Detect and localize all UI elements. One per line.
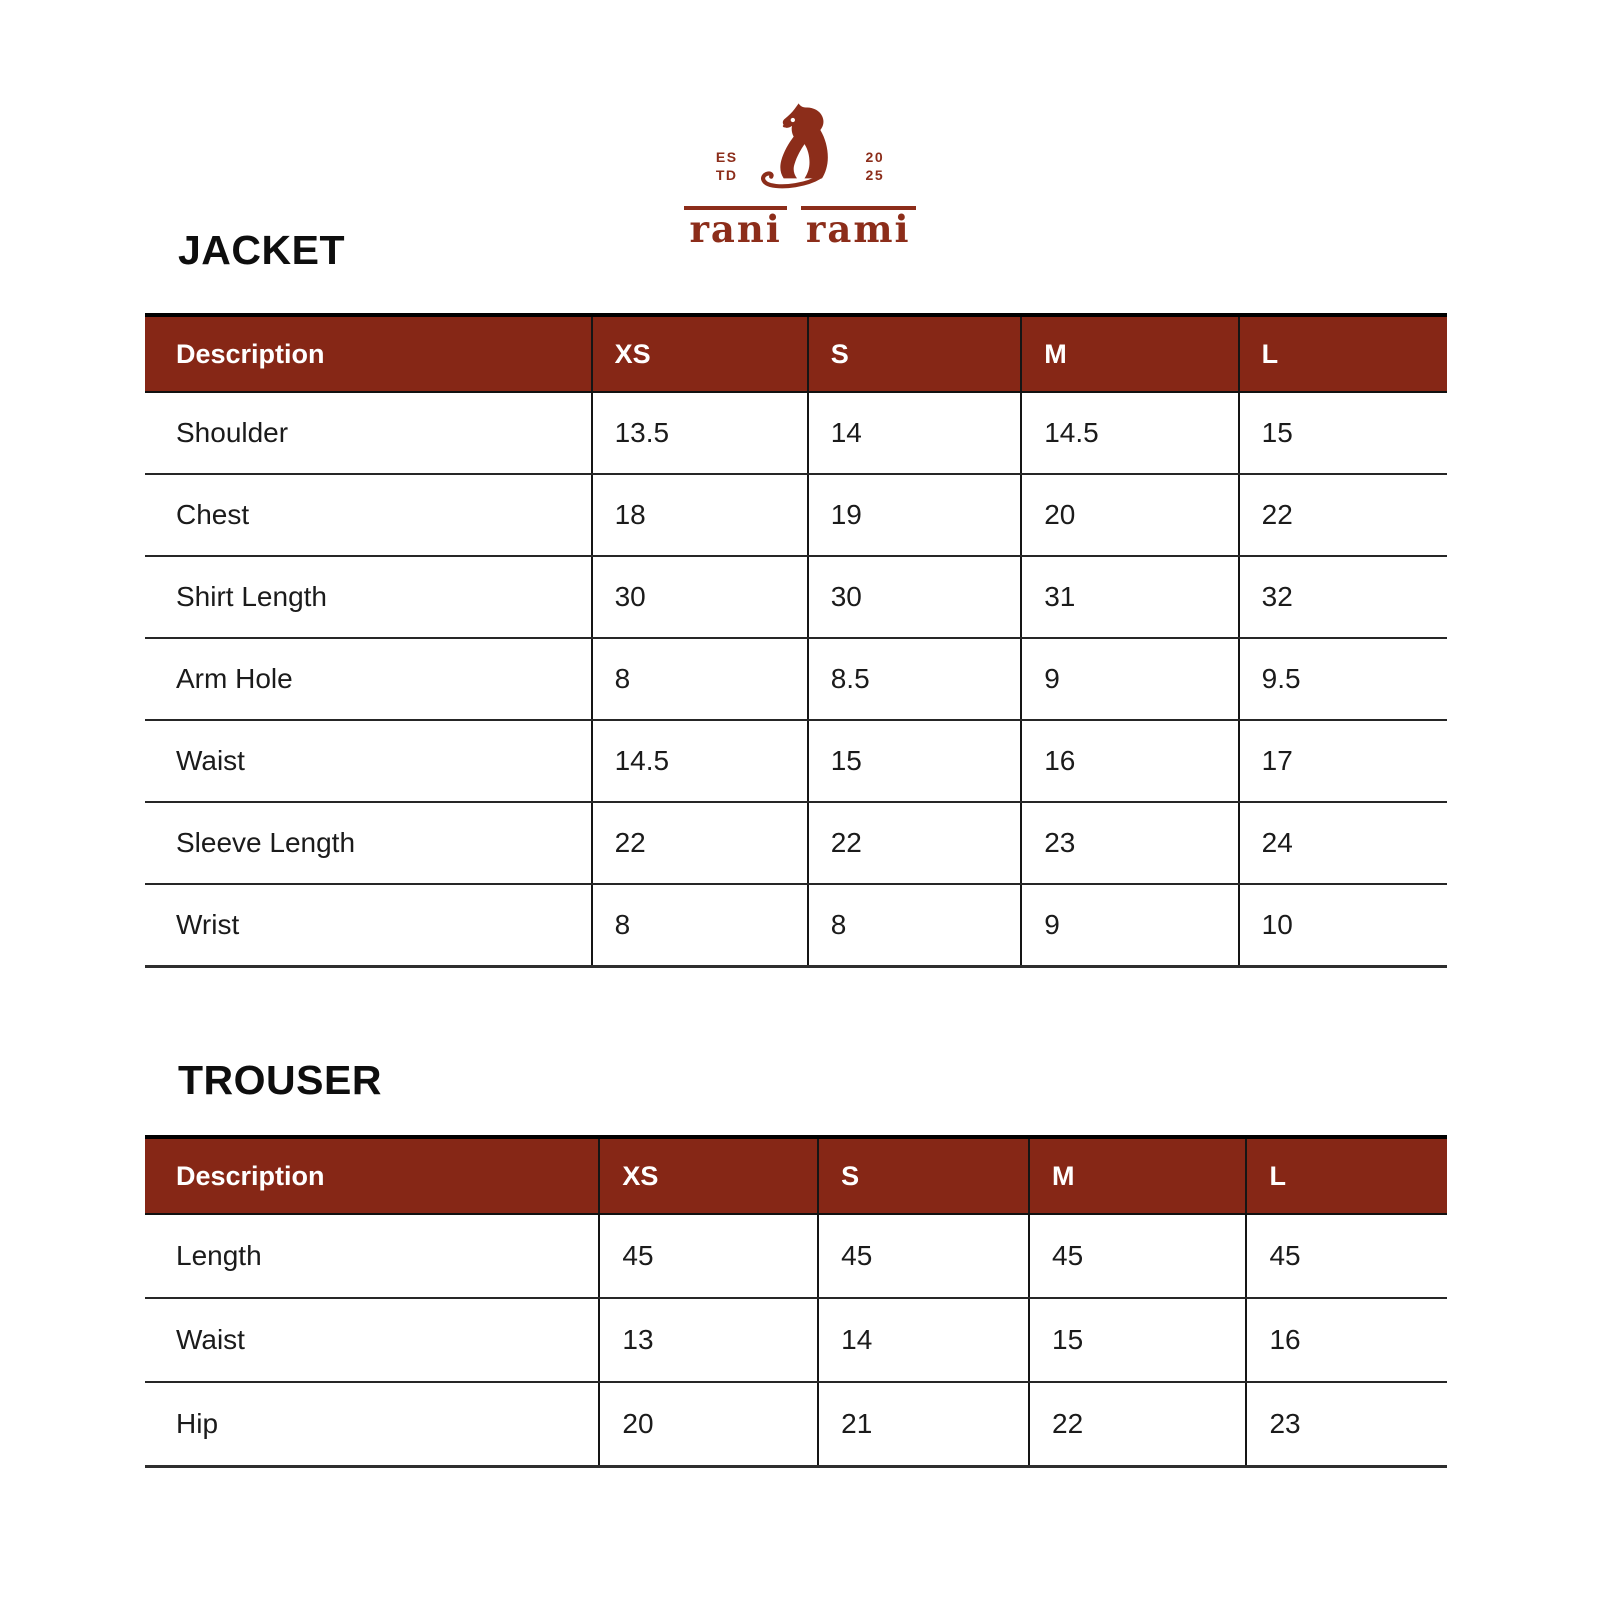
cell-value: 13.5 bbox=[592, 392, 808, 474]
table-row bbox=[145, 1214, 1447, 1298]
cell-value: 30 bbox=[592, 556, 808, 638]
estd-right-line2: 25 bbox=[865, 167, 885, 184]
column-header-m: M bbox=[1029, 1137, 1246, 1214]
cell-value: 15 bbox=[808, 720, 1022, 802]
cell-value: 45 bbox=[599, 1214, 818, 1298]
cell-value: 14.5 bbox=[592, 720, 808, 802]
row-label: Hip bbox=[145, 1382, 599, 1467]
cell-value: 14 bbox=[808, 392, 1022, 474]
jacket-table bbox=[145, 313, 1447, 968]
cell-value: 16 bbox=[1021, 720, 1238, 802]
cell-value: 9.5 bbox=[1239, 638, 1447, 720]
cell-value: 23 bbox=[1246, 1382, 1447, 1467]
cell-value: 30 bbox=[808, 556, 1022, 638]
cell-value: 14 bbox=[818, 1298, 1029, 1382]
table-row bbox=[145, 802, 1447, 884]
estd-right-text bbox=[866, 148, 885, 184]
cell-value: 20 bbox=[599, 1382, 818, 1467]
cell-value: 17 bbox=[1239, 720, 1447, 802]
cell-value: 22 bbox=[592, 802, 808, 884]
jacket-title: JACKET bbox=[178, 227, 346, 273]
cell-value: 8 bbox=[592, 638, 808, 720]
cell-value: 13 bbox=[599, 1298, 818, 1382]
cell-value: 9 bbox=[1021, 884, 1238, 967]
cell-value: 8.5 bbox=[808, 638, 1022, 720]
trouser-section bbox=[145, 1058, 1447, 1468]
table-row bbox=[145, 720, 1447, 802]
cell-value: 8 bbox=[808, 884, 1022, 967]
row-label: Waist bbox=[145, 720, 592, 802]
row-label: Shoulder bbox=[145, 392, 592, 474]
cell-value: 45 bbox=[1246, 1214, 1447, 1298]
row-label: Arm Hole bbox=[145, 638, 592, 720]
jacket-header-row bbox=[145, 315, 1447, 392]
estd-right-line1: 20 bbox=[865, 149, 885, 165]
logo-mark bbox=[0, 100, 1600, 200]
trouser-table bbox=[145, 1135, 1447, 1468]
cell-value: 45 bbox=[818, 1214, 1029, 1298]
cell-value: 16 bbox=[1246, 1298, 1447, 1382]
estd-left-line1: ES bbox=[715, 149, 738, 165]
cell-value: 18 bbox=[592, 474, 808, 556]
table-row bbox=[145, 638, 1447, 720]
jacket-section bbox=[145, 228, 1447, 968]
row-label: Length bbox=[145, 1214, 599, 1298]
table-row bbox=[145, 392, 1447, 474]
wordmark-word-1: rani bbox=[684, 206, 786, 251]
wordmark-word-2: rami bbox=[801, 206, 916, 251]
table-row bbox=[145, 474, 1447, 556]
column-header-l: L bbox=[1239, 315, 1447, 392]
column-header-l: L bbox=[1246, 1137, 1447, 1214]
estd-left-line2: TD bbox=[715, 167, 738, 184]
cell-value: 24 bbox=[1239, 802, 1447, 884]
cell-value: 22 bbox=[1029, 1382, 1246, 1467]
cell-value: 20 bbox=[1021, 474, 1238, 556]
column-header-xs: XS bbox=[592, 315, 808, 392]
table-row bbox=[145, 1298, 1447, 1382]
table-row bbox=[145, 556, 1447, 638]
cell-value: 10 bbox=[1239, 884, 1447, 967]
cell-value: 22 bbox=[808, 802, 1022, 884]
cell-value: 31 bbox=[1021, 556, 1238, 638]
row-label: Sleeve Length bbox=[145, 802, 592, 884]
cell-value: 19 bbox=[808, 474, 1022, 556]
row-label: Chest bbox=[145, 474, 592, 556]
column-header-xs: XS bbox=[599, 1137, 818, 1214]
cell-value: 22 bbox=[1239, 474, 1447, 556]
cell-value: 23 bbox=[1021, 802, 1238, 884]
cell-value: 15 bbox=[1239, 392, 1447, 474]
cell-value: 14.5 bbox=[1021, 392, 1238, 474]
table-row bbox=[145, 884, 1447, 967]
estd-left-text bbox=[716, 148, 738, 184]
cell-value: 21 bbox=[818, 1382, 1029, 1467]
cell-value: 32 bbox=[1239, 556, 1447, 638]
row-label: Shirt Length bbox=[145, 556, 592, 638]
tiger-icon bbox=[752, 100, 852, 200]
table-row bbox=[145, 1382, 1447, 1467]
column-header-m: M bbox=[1021, 315, 1238, 392]
column-header-description: Description bbox=[145, 1137, 599, 1214]
trouser-header-row bbox=[145, 1137, 1447, 1214]
column-header-description: Description bbox=[145, 315, 592, 392]
column-header-s: S bbox=[808, 315, 1022, 392]
row-label: Wrist bbox=[145, 884, 592, 967]
row-label: Waist bbox=[145, 1298, 599, 1382]
cell-value: 9 bbox=[1021, 638, 1238, 720]
cell-value: 8 bbox=[592, 884, 808, 967]
cell-value: 45 bbox=[1029, 1214, 1246, 1298]
cell-value: 15 bbox=[1029, 1298, 1246, 1382]
trouser-title: TROUSER bbox=[178, 1057, 382, 1103]
column-header-s: S bbox=[818, 1137, 1029, 1214]
